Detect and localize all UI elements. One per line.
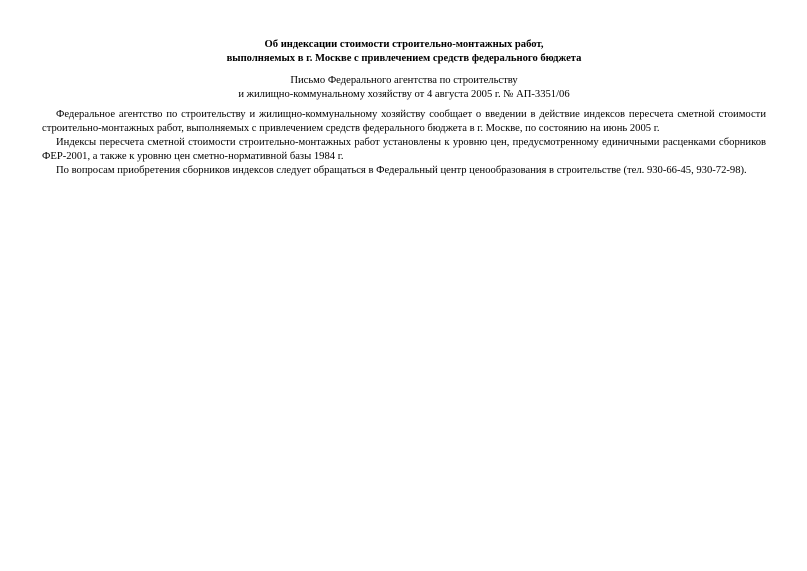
title-line-1: Об индексации стоимости строительно-монтажных работ,: [264, 39, 544, 50]
document-subtitle: [42, 74, 766, 102]
paragraph-2: Индексы пересчета сметной стоимости строительно-монтажных работ установлены к уровню цен, предусмотренному единичными расценками сборников ФЕР-2001, а также к уровню цен сметно-нормативной базы 1984 г.: [42, 137, 766, 162]
paragraph-1: Федеральное агентство по строительству и жилищно-коммунальному хозяйству сообщает о введении в действие индексов пересчета сметной стоимости строительно-монтажных работ, выполняемых с привлечением средств федерального бюджета в г. Москве, по состоянию на июнь 2005 г.: [42, 109, 766, 134]
document-page: [42, 38, 766, 178]
subtitle-line-2: и жилищно-коммунальному хозяйству от 4 августа 2005 г. № АП-3351/06: [238, 89, 570, 100]
paragraph-3: По вопросам приобретения сборников индексов следует обращаться в Федеральный центр ценообразования в строительстве (тел. 930-66-45, 930-72-98).: [56, 165, 747, 176]
document-body: [42, 108, 766, 178]
subtitle-line-1: Письмо Федерального агентства по строительству: [290, 75, 518, 86]
document-title: [42, 38, 766, 66]
title-line-2: выполняемых в г. Москве с привлечением средств федерального бюджета: [226, 53, 582, 64]
